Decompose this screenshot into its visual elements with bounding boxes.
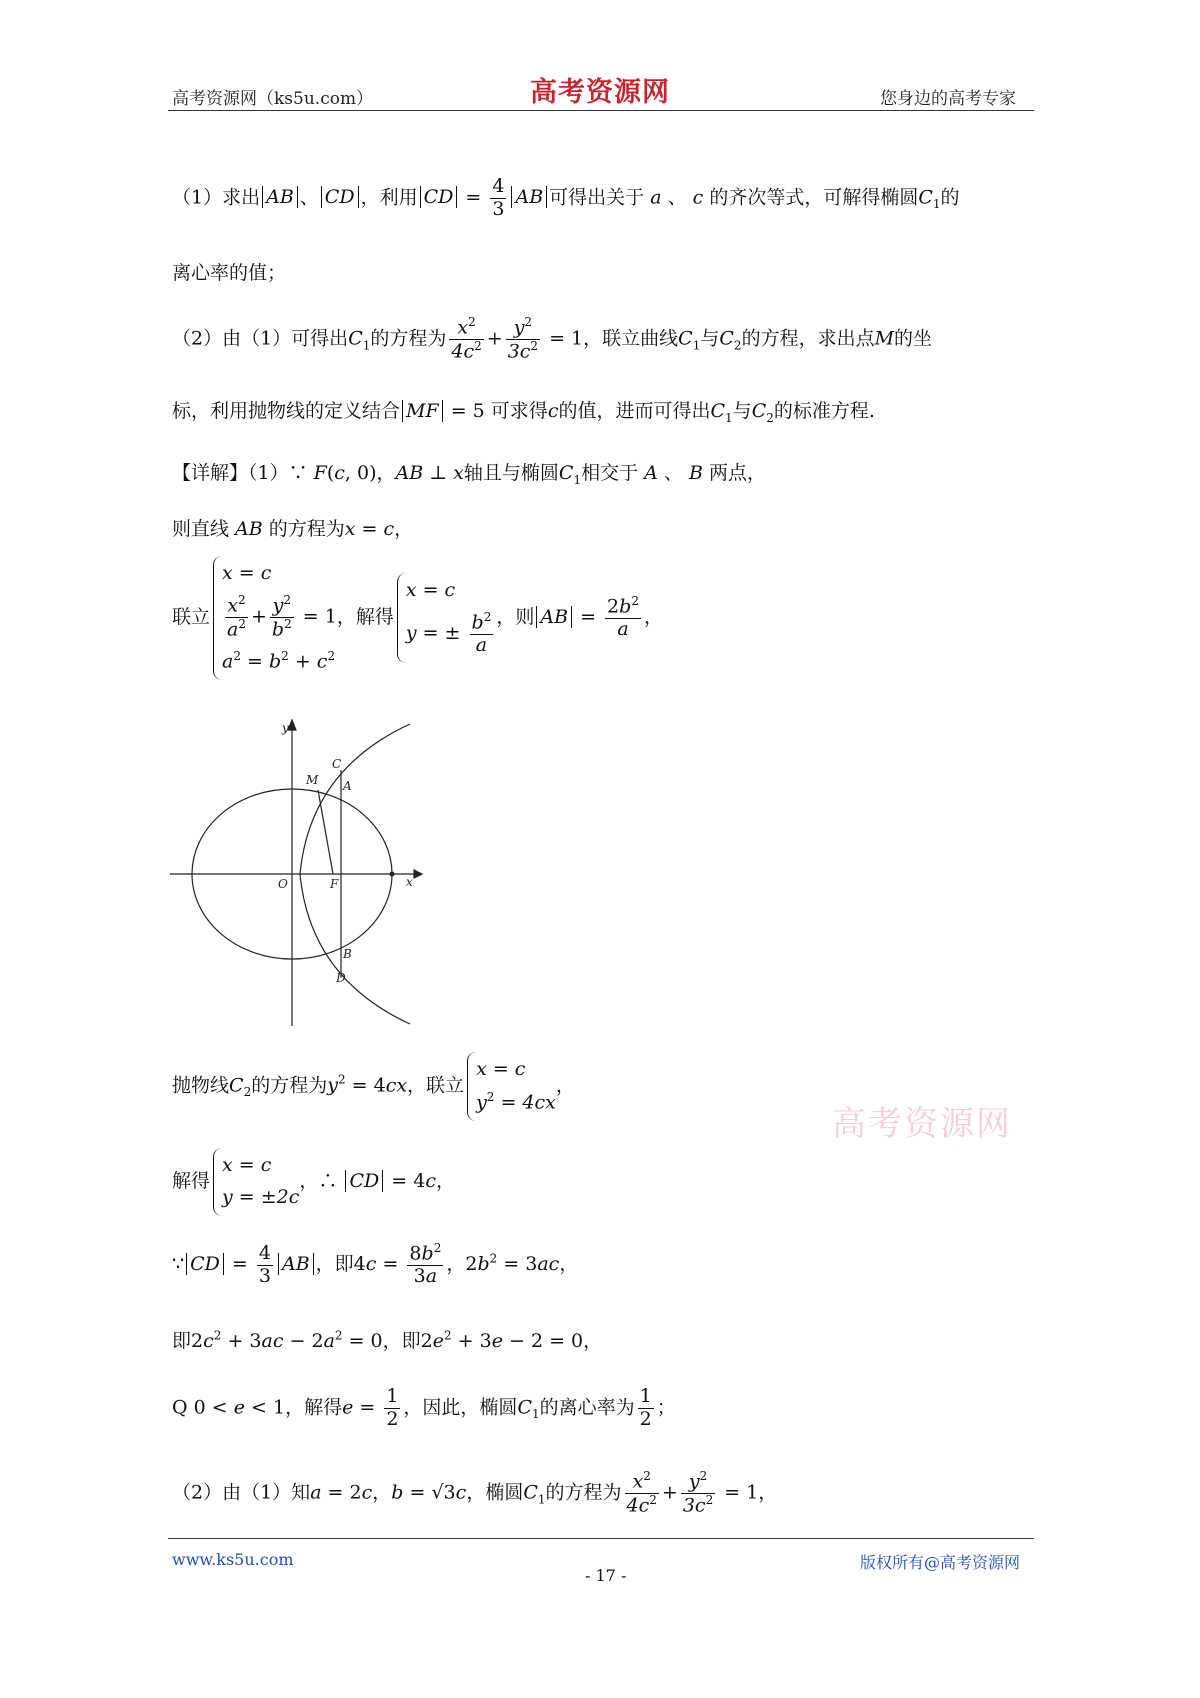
analysis-part2: （2）由（1）可得出$C_1$的方程为 $\frac{x^2}{4c^2}$ + $\frac{y^2}{3c^2}$ = 1，联立曲线$C_1$与$C_2$的方程，求出点M的坐 (172, 315, 933, 363)
eccentricity-result: Q 0 < e < 1，解得e = $\frac{1}{2}$ ，因此，椭圆$C_1$的离心率为 $\frac{1}{2}$ ； (172, 1385, 676, 1430)
footer-url-link[interactable]: www.ks5u.com (172, 1550, 294, 1569)
ratio-relation: ∵ CD = $\frac{4}{3}$ AB ，即4c = $\frac{8b^2}{3a}$ ，$2b^2 = 3ac$， (172, 1241, 579, 1288)
analysis-part1: （1）求出 AB 、 CD ，利用 CD = $\frac{4}{3}$ AB 可得出关于 a 、 c 的齐次等式，可解得椭圆$C_1$的 (172, 175, 960, 220)
ellipse-vertex-point (390, 872, 395, 877)
watermark: 高考资源网 (832, 1104, 1012, 1144)
header-left: 高考资源网（ks5u.com） (172, 89, 374, 109)
analysis-part2-cont: 标，利用抛物线的定义结合 MF = 5 可求得c的值，进而可得出$C_1$与$C_2$的标准方程. (172, 400, 875, 425)
line-ab-equation: 则直线 AB 的方程为x = c， (172, 518, 414, 540)
label-c: C (332, 757, 342, 771)
label-x: x (406, 875, 413, 889)
segment-mf (318, 790, 333, 874)
y-axis-arrow-icon (288, 720, 296, 730)
footer-divider (168, 1538, 1034, 1539)
x-axis-arrow-icon (414, 870, 422, 878)
label-f: F (330, 877, 339, 891)
part2-ellipse-equation: （2）由（1）知a = 2c，b = √3c，椭圆$C_1$的方程为 $\frac{x^2}{4c^2}$ + $\frac{y^2}{3c^2}$ = 1， (172, 1469, 778, 1517)
label-b: B (343, 947, 352, 961)
label-o: O (278, 877, 288, 891)
label-m: M (306, 773, 319, 787)
detail-intro: 【详解】（1）∵ F(c, 0)，AB ⊥ x轴且与椭圆$C_1$相交于 A 、 B 两点， (172, 462, 766, 487)
ellipse-parabola-figure (170, 718, 430, 1030)
label-a: A (343, 779, 352, 793)
parabola-system: 抛物线$C_2$的方程为$y^2 = 4cx$，联立 x = c $y^2 = 4cx$ ， (172, 1052, 575, 1121)
label-d: D (336, 971, 346, 985)
solve-cd: 解得 x = c y = ±2c ，∴ CD = 4c， (172, 1148, 455, 1216)
homogeneous-equation: 即$2c^2 + 3ac - 2a^2 = 0$，即$2e^2 + 3e - 2 = 0$， (172, 1328, 603, 1352)
label-y: y (282, 721, 289, 735)
page-number: - 17 - (585, 1566, 627, 1585)
system-solve-ellipse: 联立 x = c $\frac{x^2}{a^2}$ + $\frac{y^2}{b^2}$ = 1 $a^2 = b^2 + c^2$ ，解得 x = c y = ± $\frac{b^2}{a}$ ，则 AB = $\frac{2b^2}{a}$ ， (172, 556, 663, 680)
site-logo: 高考资源网 (530, 77, 670, 108)
header-right: 您身边的高考专家 (880, 89, 1016, 109)
analysis-part1-cont: 离心率的值； (172, 262, 287, 284)
footer-copyright: 版权所有@高考资源网 (860, 1553, 1021, 1572)
header-divider (168, 110, 1034, 111)
